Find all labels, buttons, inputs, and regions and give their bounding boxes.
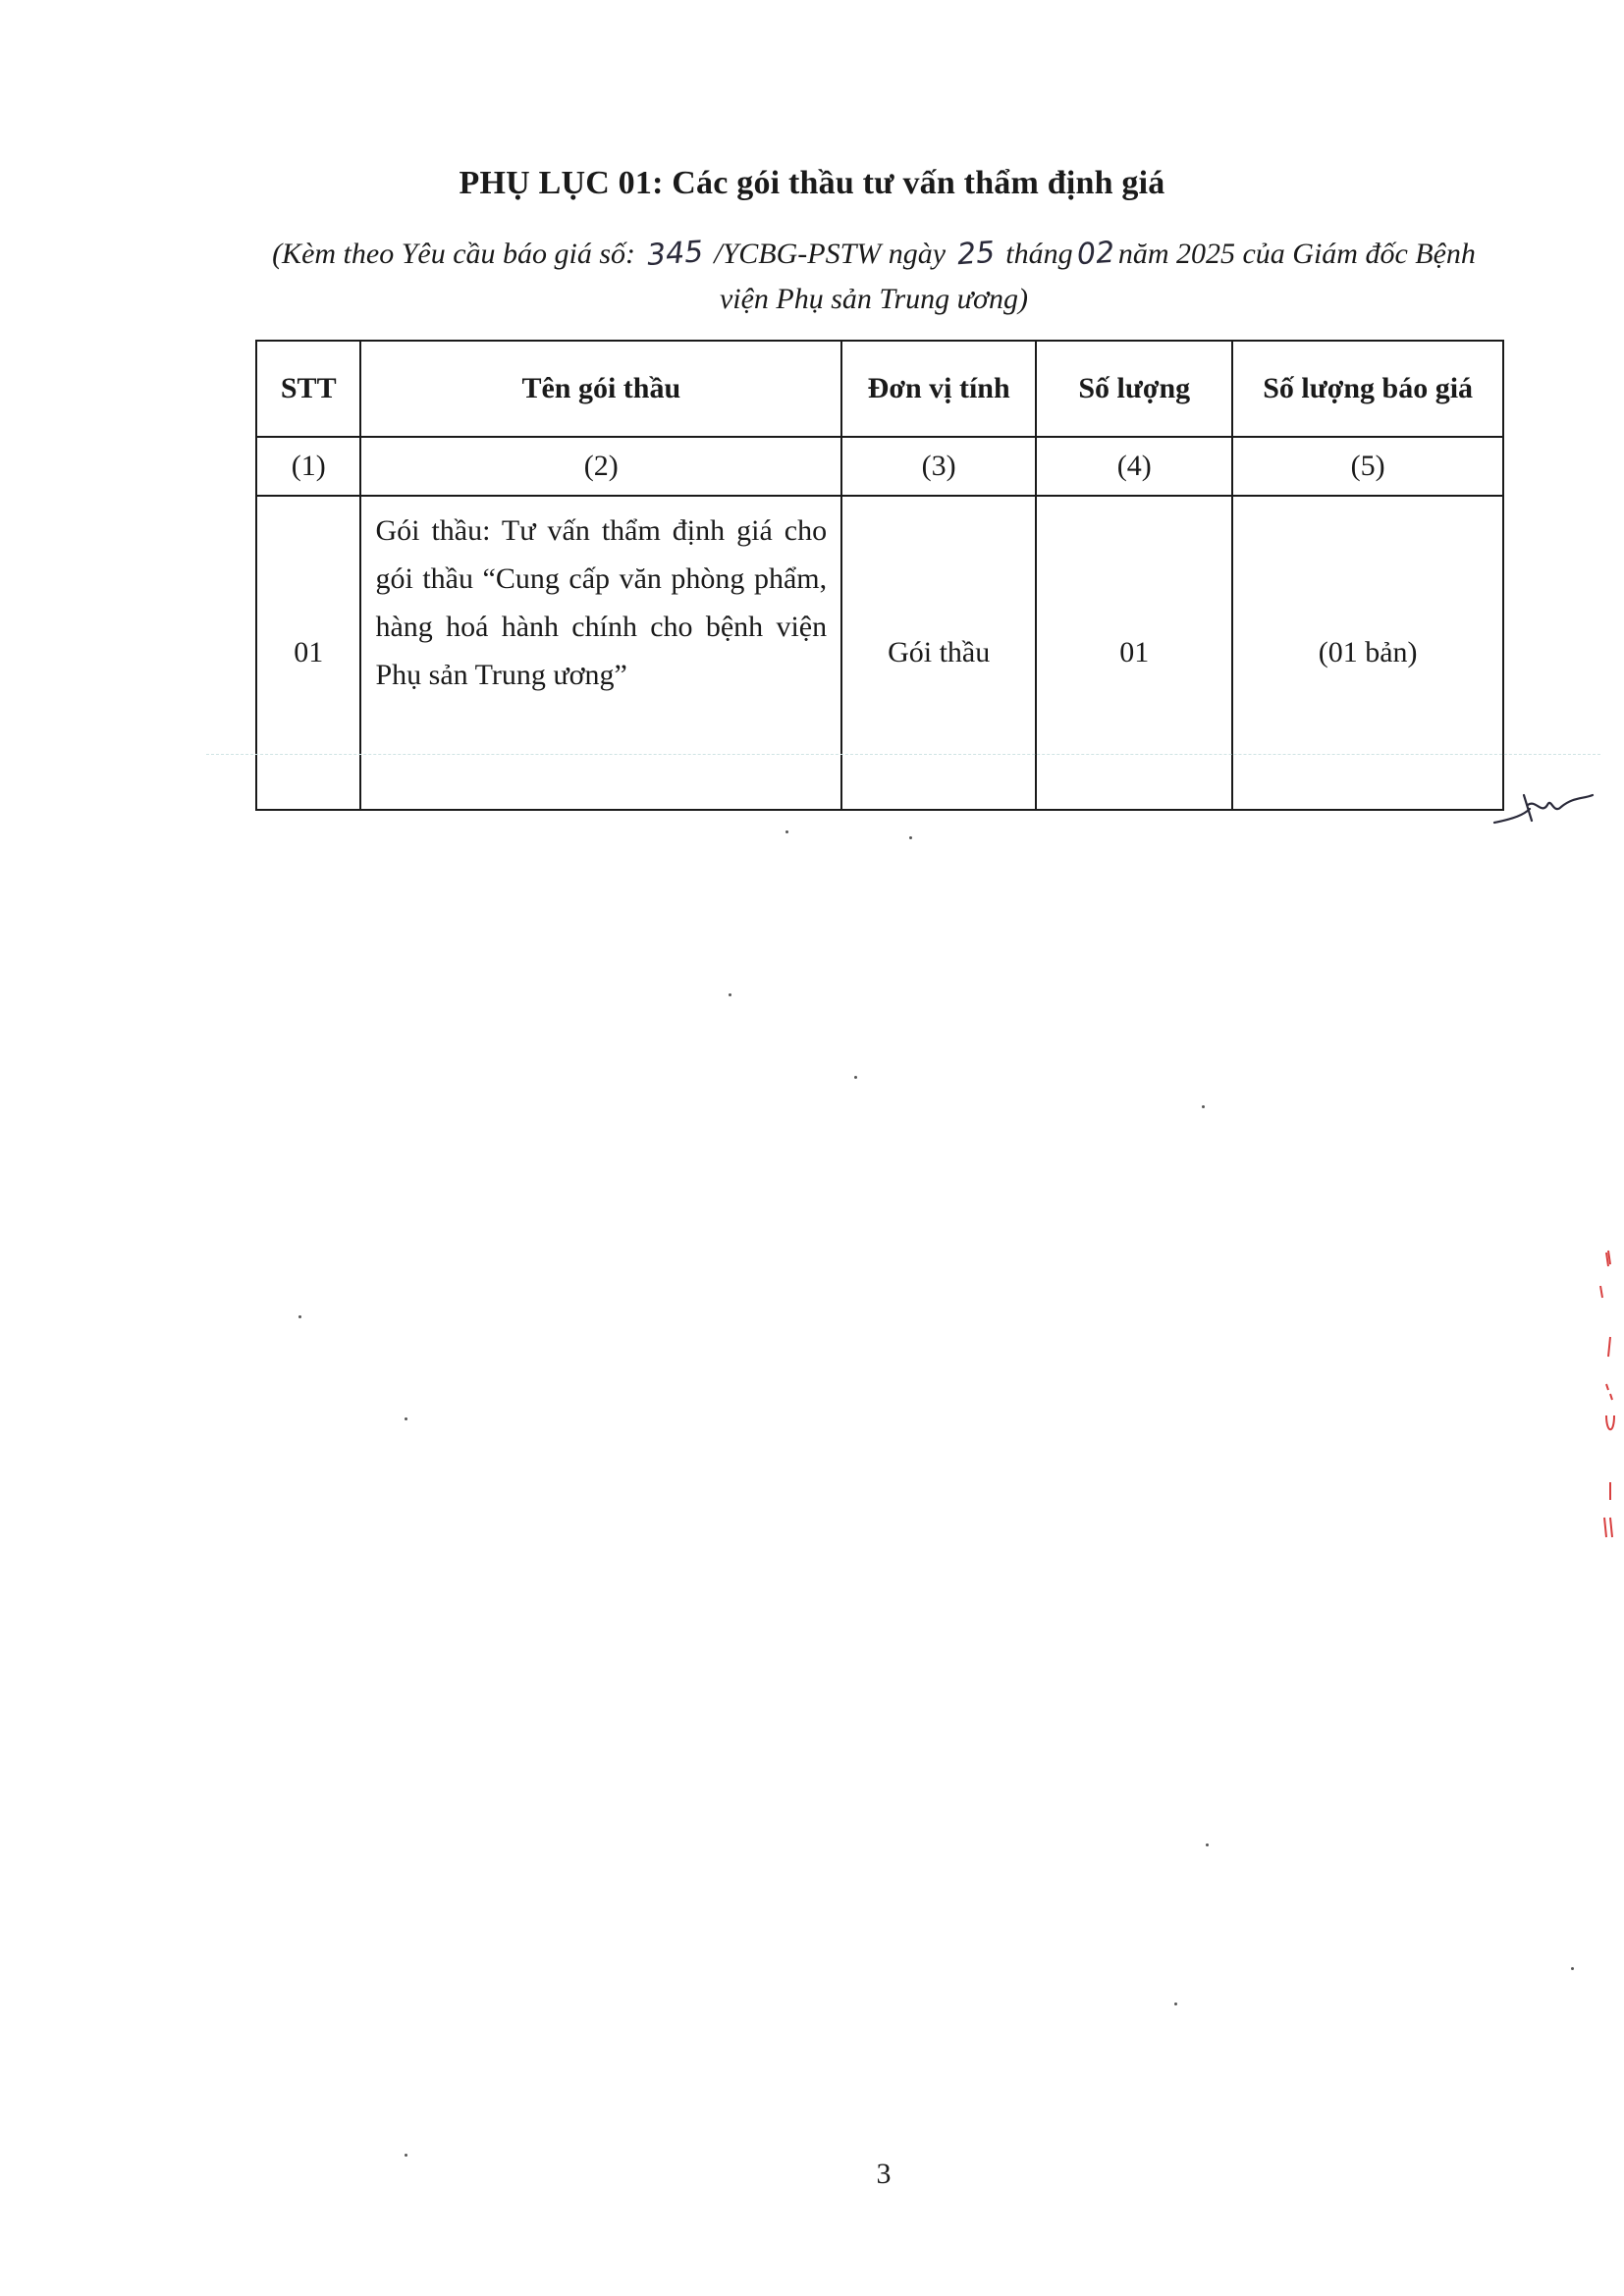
header-stt: STT — [256, 341, 360, 437]
subtitle-text-4: năm 2025 của Giám đốc Bệnh viện Phụ sản Trung ương) — [719, 238, 1476, 315]
page-number: 3 — [876, 2158, 892, 2190]
scan-speck — [785, 830, 788, 833]
header-quote-quantity: Số lượng báo giá — [1232, 341, 1503, 437]
scan-speck — [1571, 1967, 1574, 1970]
header-quantity: Số lượng — [1036, 341, 1232, 437]
header-unit: Đơn vị tính — [841, 341, 1036, 437]
scan-speck — [1174, 2002, 1177, 2005]
handwritten-month: 02 — [1075, 235, 1115, 273]
column-number-row — [256, 437, 1503, 496]
scan-speck — [854, 1076, 857, 1079]
subtitle-text-1: (Kèm theo Yêu cầu báo giá số: — [272, 238, 636, 270]
cell-stt: 01 — [256, 496, 360, 810]
column-number: (5) — [1232, 437, 1503, 496]
handwritten-initials-icon — [1485, 775, 1602, 834]
table-row — [256, 496, 1503, 810]
cell-package-name: Gói thầu: Tư vấn thẩm định giá cho gói thầu “Cung cấp văn phòng phẩm, hàng hoá hành chính cho bệnh viện Phụ sản Trung ương” — [360, 496, 841, 810]
header-package-name: Tên gói thầu — [360, 341, 841, 437]
cell-quote-quantity: (01 bản) — [1232, 496, 1503, 810]
column-number: (3) — [841, 437, 1036, 496]
scan-speck — [909, 836, 912, 839]
subtitle-text-2: /YCBG-PSTW ngày — [714, 238, 947, 270]
scan-speck — [1202, 1105, 1205, 1108]
cell-unit: Gói thầu — [841, 496, 1036, 810]
scan-speck — [298, 1315, 301, 1318]
document-subtitle — [265, 232, 1483, 322]
column-number: (1) — [256, 437, 360, 496]
scan-speck — [1206, 1843, 1209, 1846]
table-header-row — [256, 341, 1503, 437]
subtitle-text-3: tháng — [1005, 238, 1073, 270]
column-number: (4) — [1036, 437, 1232, 496]
handwritten-day: 25 — [955, 235, 996, 273]
scan-speck — [405, 2154, 407, 2157]
handwritten-request-number: 345 — [645, 235, 704, 273]
cell-quantity: 01 — [1036, 496, 1232, 810]
scan-speck — [405, 1417, 407, 1420]
scan-speck — [729, 993, 731, 996]
red-edge-marks-icon — [1598, 1247, 1618, 1541]
column-number: (2) — [360, 437, 841, 496]
document-title: PHỤ LỤC 01: Các gói thầu tư vấn thẩm định giá — [459, 165, 1165, 201]
scan-guide-line — [206, 754, 1600, 755]
appendix-table — [255, 340, 1504, 811]
